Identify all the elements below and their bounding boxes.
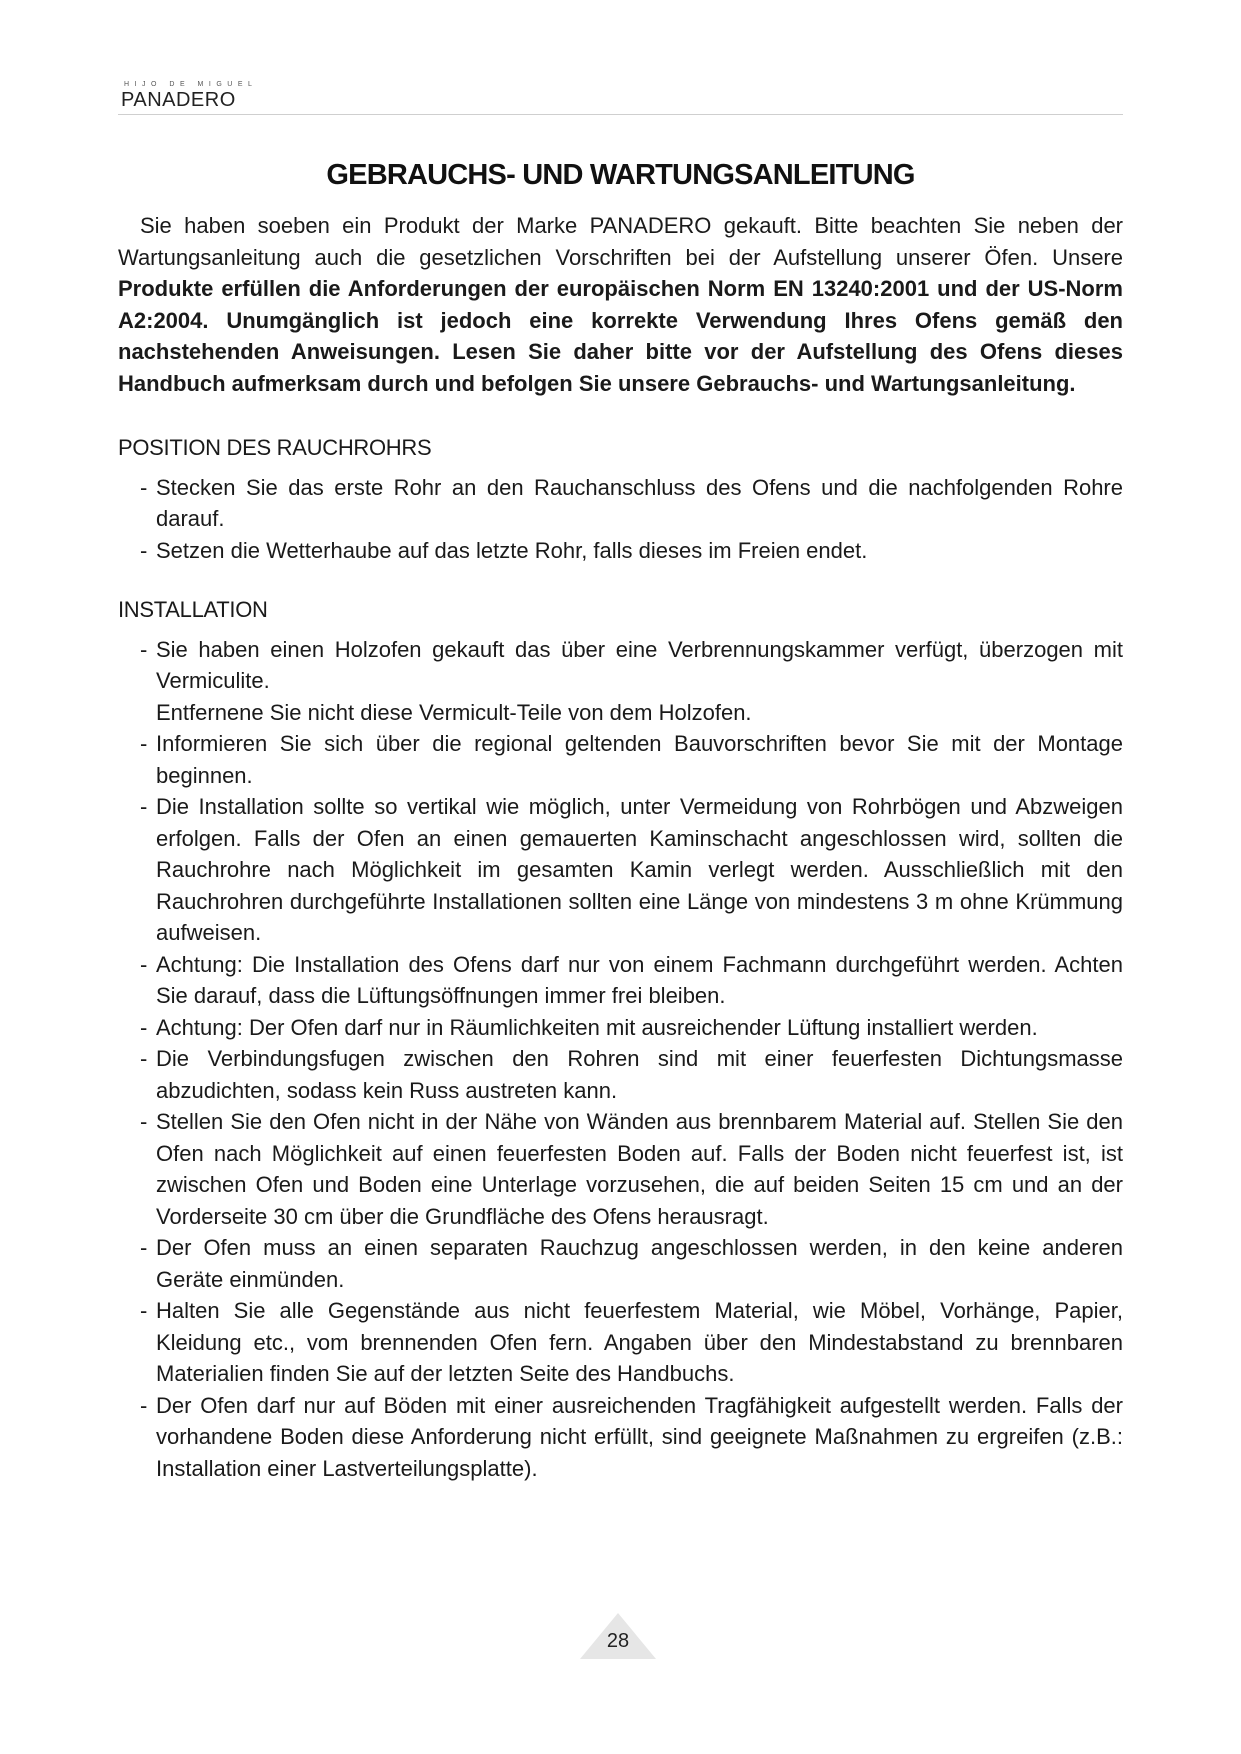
section-heading-installation: INSTALLATION (118, 597, 268, 622)
list-item-continuation: Entfernene Sie nicht diese Vermicult-Teile von dem Holzofen. (156, 699, 752, 725)
list-item: - Der Ofen darf nur auf Böden mit einer ausreichenden Tragfähigkeit aufgestellt werden. Falls der vorhandene Boden diese Anforderung nicht erfüllt, sind geeignete Maßnahmen zu ergreifen (z.B.: Installation einer Lastverteilungsplatte). (118, 1390, 1123, 1485)
list-item: - Achtung: Die Installation des Ofens darf nur von einem Fachmann durchgeführt werden. Achten Sie darauf, dass die Lüftungsöffnungen immer frei bleiben. (118, 949, 1123, 1012)
list-item: - Die Installation sollte so vertikal wie möglich, unter Vermeidung von Rohrbögen und Abzweigen erfolgen. Falls der Ofen an einen gemauerten Kaminschacht angeschlossen wird, sollten die Rauchrohre nach Möglichkeit im gesamten Kamin verlegt werden. Ausschließlich mit den Rauchrohren durchgeführte Installationen sollten eine Länge von mindestens 3 m ohne Krümmung aufweisen. (118, 791, 1123, 949)
list-item: - Stecken Sie das erste Rohr an den Rauchanschluss des Ofens und die nachfolgenden Rohre darauf. (118, 472, 1123, 535)
intro-text: Sie haben soeben ein Produkt der Marke PANADERO gekauft. Bitte beachten Sie neben der Wartungsanleitung auch die gesetzlichen Vorschriften bei der Aufstellung unserer Öfen. Unsere (118, 213, 1123, 270)
list-item (118, 634, 1123, 729)
header-divider (118, 114, 1123, 115)
section-heading-flue-position: POSITION DES RAUCHROHRS (118, 435, 432, 460)
page-number: 28 (606, 1630, 630, 1652)
list-item-text: Sie haben einen Holzofen gekauft das über eine Verbrennungskammer verfügt, überzogen mit Vermiculite. (156, 636, 1123, 693)
list-item: - Achtung: Der Ofen darf nur in Räumlichkeiten mit ausreichender Lüftung installiert werden. (118, 1012, 1123, 1044)
page-title: GEBRAUCHS- UND WARTUNGSANLEITUNG (326, 159, 915, 192)
intro-paragraph (118, 210, 1123, 399)
intro-bold-text: Produkte erfüllen die Anforderungen der europäischen Norm EN 13240:2001 und der US-Norm A2:2004. Unumgänglich ist jedoch eine korrekte Verwendung Ihres Ofens gemäß den nachstehenden Anweisungen. Lesen Sie daher bitte vor der Aufstellung des Ofens dieses Handbuch aufmerksam durch und befolgen Sie unsere Gebrauchs- und Wartungsanleitung. (118, 276, 1123, 396)
list-item: - Der Ofen muss an einen separaten Rauchzug angeschlossen werden, in den keine anderen Geräte einmünden. (118, 1232, 1123, 1295)
brand-logo (121, 80, 271, 111)
document-body (118, 210, 1123, 1484)
list-item: - Die Verbindungsfugen zwischen den Rohren sind mit einer feuerfesten Dichtungsmasse abzudichten, sodass kein Russ austreten kann. (118, 1043, 1123, 1106)
list-item: - Halten Sie alle Gegenstände aus nicht feuerfestem Material, wie Möbel, Vorhänge, Papier, Kleidung etc., vom brennenden Ofen fern. Angaben über den Mindestabstand zu brennbaren Materialien finden Sie auf der letzten Seite des Handbuchs. (118, 1295, 1123, 1390)
flue-position-list (118, 472, 1123, 567)
installation-list (118, 634, 1123, 1485)
list-item: - Informieren Sie sich über die regional geltenden Bauvorschriften bevor Sie mit der Montage beginnen. (118, 728, 1123, 791)
page-number-badge (578, 1610, 658, 1660)
list-item: - Stellen Sie den Ofen nicht in der Nähe von Wänden aus brennbarem Material auf. Stellen Sie den Ofen nach Möglichkeit auf einen feuerfesten Boden auf. Falls der Boden nicht feuerfest ist, ist zwischen Ofen und Boden eine Unterlage vorzusehen, die auf beiden Seiten 15 cm und an der Vorderseite 30 cm über die Grundfläche des Ofens herausragt. (118, 1106, 1123, 1232)
list-item: - Setzen die Wetterhaube auf das letzte Rohr, falls dieses im Freien endet. (118, 535, 1123, 567)
logo-tagline: HIJO DE MIGUEL (124, 81, 258, 88)
logo-brand: PANADERO (121, 89, 236, 111)
